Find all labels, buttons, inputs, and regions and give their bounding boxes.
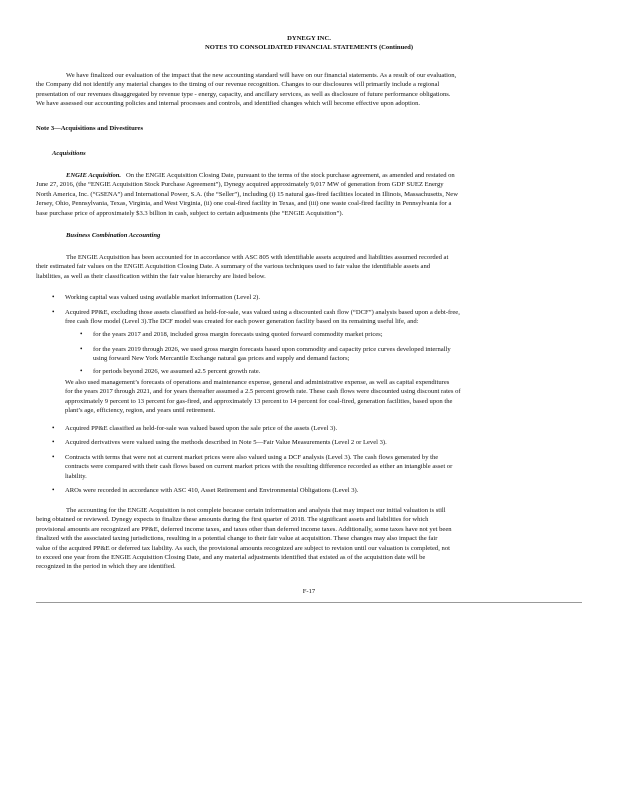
sub-bullet-2019-2026: [80, 345, 618, 364]
paragraph-adoption: [36, 71, 586, 109]
text-line: liabilities, as well as their classification within the fair value hierarchy are listed below.: [36, 272, 266, 280]
text-line: presentation of our revenues disaggregated by revenue type - energy, capacity, and ancillary services, as well as disclosure of future performance obligations.: [36, 90, 451, 98]
text-line: their estimated fair values on the ENGIE Acquisition Closing Date. A summary of the various techniques used to fair value the identifiable assets and: [36, 263, 431, 271]
paragraph-engie-acquisition: [36, 171, 586, 218]
text-line: for the years 2019 through 2026, we used gross margin forecasts based upon commodity and capacity price curves developed internally: [93, 346, 451, 353]
text-line: recognized in the period in which they are identified.: [36, 563, 176, 571]
sub-bullet-beyond-2026: [80, 367, 618, 376]
paragraph-business-combination: [36, 253, 586, 281]
bullet-icon: •: [52, 453, 55, 461]
bullet-icon: •: [52, 486, 55, 494]
text-line: free cash flow model (Level 3).The DCF model was created for each power generation facility based on its remaining useful life, and:: [65, 318, 419, 326]
text-line: base purchase price of approximately $3.3 billion in cash, subject to certain adjustments (the “ENGIE Acquisition”).: [36, 209, 344, 217]
bullet-working-capital: [52, 293, 615, 302]
page-number: F-17: [302, 588, 316, 595]
text-line: Acquired derivatives were valued using the methods described in Note 5—Fair Value Measurements (Level 2 or Level 3).: [65, 439, 387, 446]
bullet-icon: •: [80, 345, 83, 353]
text-line: North America, Inc. (“GSENA”) and International Power, S.A. (the “Seller”), including (i) 15 natural gas-fired facilities located in Illinois, Massachusetts, New: [36, 190, 458, 198]
section-heading-business-combination: Business Combination Accounting: [66, 232, 161, 239]
text-line: finalized with the associated taxing jurisdictions, resulting in a potential change to their fair value at acquisition. These changes may also impact the fair: [36, 535, 438, 543]
bullet-aros: [52, 486, 615, 495]
text-line: The ENGIE Acquisition has been accounted for in accordance with ASC 805 with identifiable assets acquired and liabilities assumed recorded at: [66, 254, 449, 261]
footer-divider: [36, 602, 582, 603]
text-line: Acquired PP&E, excluding those assets classified as held-for-sale, was valued using a discounted cash flow (“DCF”) analysis based upon a debt-free,: [65, 309, 460, 316]
note-heading: Note 3—Acquisitions and Divestitures: [36, 125, 144, 132]
paragraph-accounting-not-complete: [36, 506, 586, 572]
text-line: We have assessed our accounting policies and internal processes and controls, and identified changes which will become effective upon adoption.: [36, 100, 421, 108]
paragraph-management-forecasts: [65, 378, 615, 416]
sub-bullet-2017-2018: [80, 330, 618, 339]
text-line: for periods beyond 2026, we assumed a2.5 percent growth rate.: [93, 368, 261, 375]
bullet-icon: •: [80, 367, 83, 375]
text-line: for the years 2017 through 2021, and for years thereafter assumed a 2.5 percent growth rate. These cash flows were discounted using discount rates of: [65, 388, 461, 396]
bullet-icon: •: [52, 293, 55, 301]
page-title: NOTES TO CONSOLIDATED FINANCIAL STATEMENTS (Continued): [204, 44, 414, 51]
bullet-icon: •: [52, 424, 55, 432]
bullet-contracts: [52, 453, 615, 481]
text-line: June 27, 2016, (the “ENGIE Acquisition Stock Purchase Agreement”), Dynegy acquired approximately 9,017 MW of generation from GDF SUEZ Energy: [36, 181, 444, 189]
text-line: Working capital was valued using available market information (Level 2).: [65, 294, 261, 301]
section-heading-acquisitions: Acquisitions: [52, 150, 86, 157]
text-line: provisional amounts are recognized are PP&E, deferred income taxes, and taxes other than deferred income taxes. Additionally, some taxes have not yet been: [36, 525, 452, 533]
text-line: for the years 2017 and 2018, included gross margin forecasts using quoted forward commodity market prices;: [93, 331, 383, 338]
company-name: DYNEGY INC.: [287, 35, 331, 42]
bullet-icon: •: [52, 308, 55, 316]
text-line: using forward New York Mercantile Exchange natural gas prices and supply and demand factors;: [93, 355, 350, 363]
text-line: being obtained or reviewed. Dynegy expects to finalize these amounts during the first quarter of 2018. The significant assets and liabilities for which: [36, 516, 429, 524]
text-line: the Company did not identify any material changes to the timing of our revenue recognition. Changes to our disclosures will primarily include a regional: [36, 81, 440, 89]
text-line: We have finalized our evaluation of the impact that the new accounting standard will have on our financial statements. As a result of our evaluation,: [66, 72, 457, 79]
text-line: approximately 9 percent to 13 percent for gas-fired, and approximately 13 percent to 14 percent for coal-fired, generation facilities, based upon the: [65, 397, 453, 405]
bullet-icon: •: [80, 330, 83, 338]
text-line: Jersey, Ohio, Pennsylvania, Texas, Virginia, and West Virginia, (ii) one coal-fired facility in Texas, and (iii) one waste coal-fired facility in Pennsylvania for a: [36, 200, 452, 208]
text-line: We also used management’s forecasts of operations and maintenance expense, general and administrative expense, as well as capital expenditures: [65, 379, 450, 386]
text-line: to exceed one year from the ENGIE Acquisition Closing Date, and any material adjustments identified that existed as of the acquisition date will be: [36, 553, 426, 561]
bullet-derivatives: [52, 438, 615, 447]
text-line: liability.: [65, 472, 87, 480]
bullet-icon: •: [52, 438, 55, 446]
bullet-held-for-sale: [52, 424, 615, 433]
text-line: contracts were compared with their cash flows based on current market prices with the resulting difference recorded as either an intangible asset or: [65, 463, 453, 471]
text-line: plant’s age, efficiency, region, and years until retirement.: [65, 407, 216, 415]
text-line: value of the acquired PP&E or deferred tax liability. As such, the provisional amounts recognized are subject to revision until our valuation is completed, not: [36, 544, 450, 552]
text-line: Contracts with terms that were not at current market prices were also valued using a DCF analysis (Level 3). The cash flows generated by the: [65, 454, 439, 461]
text-line: Acquired PP&E classified as held-for-sale was valued based upon the sale price of the assets (Level 3).: [65, 425, 338, 432]
text-line: On the ENGIE Acquisition Closing Date, pursuant to the terms of the stock purchase agreement, as amended and restated on: [126, 172, 455, 179]
text-line: AROs were recorded in accordance with ASC 410, Asset Retirement and Environmental Obligations (Level 3).: [65, 487, 359, 494]
bullet-acquired-ppe: [52, 308, 615, 327]
text-line: The accounting for the ENGIE Acquisition is not complete because certain information and analysis that may impact our initial valuation is still: [66, 507, 446, 514]
engie-label: ENGIE Acquisition.: [66, 172, 122, 179]
